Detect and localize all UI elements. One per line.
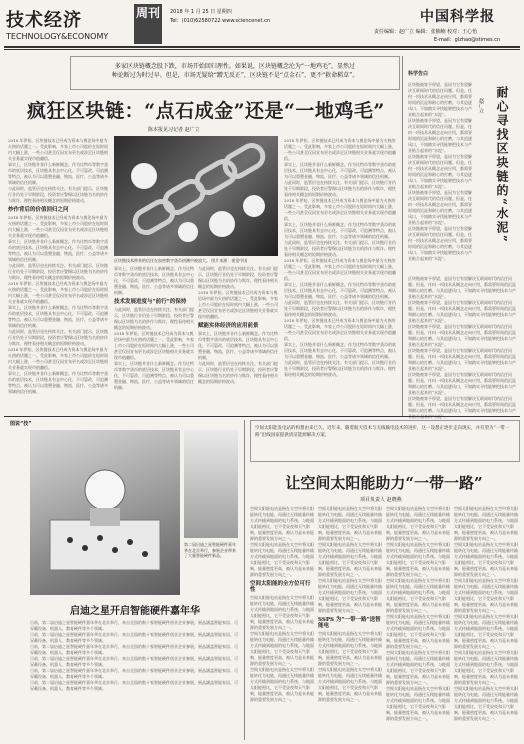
lead-byline: 陈本报见习记者 赵广立 [148,127,200,133]
lead-text-b: 事实上，区块链并非什么新鲜概念。作为比特币等数字货币的底层技术，区块链具有去中心化、不可篡改、可追溯等特点，被认为可以重塑金融、物流、医疗、公益等诸多领域的信任机制。 [8,162,108,185]
space-subhead-1: 空间太阳能的全方位可行性 [250,581,311,593]
issue-date: 2018 年 1 月 25 日 星期四 [170,9,232,15]
column-lower-3: 区块链被寄予厚望，是因为它有望解决互联网时代的信任问题。但是，任何一项技术从概念走向应用，都需要时间的沉淀和耐心的打磨。与其追逐风口，不如踏实寻找能够把技术与产业粘合起来的“水泥”。 [408,324,516,347]
space4-text-5: 空间太阳能电站是指在太空中将太阳能转化为电能，再通过无线能量传输方式传输到地面的电力系统。与地面太阳能相比，它不受昼夜和天气影响，能量密度更高，被认为是未来能源的重要发展方向之一。 [454,650,518,685]
space2-text-4: 空间太阳能电站是指在太空中将太阳能转化为电能，再通过无线能量传输方式传输到地面的电力系统。与地面太阳能相比，它不受昼夜和天气影响，能量密度更高，被认为是未来能源的重要发展方向之一。 [318,631,382,666]
lead-text-a: 2018 年伊始，区块链技术已经成为资本与舆论场中最为火热的话题之一。受此影响，多家上市公司股价在短时间内大幅上涨，一些公司甚至仅因宣布更名或涉足区块链相关业务就实现市值翻倍。 [8,138,108,161]
sidebar-text-1: 日前，第二届启迪之星智能硬件嘉年华在北京举行，来自全国的数十家智能硬件创业企业参展，展品涵盖智能家居、可穿戴设备、机器人、教育硬件等多个领域。 [30,620,238,631]
sidebar-text-5: 日前，第二届启迪之星智能硬件嘉年华在北京举行，来自全国的数十家智能硬件创业企业参展，展品涵盖智能家居、可穿戴设备、机器人、教育硬件等多个领域。 [30,668,238,679]
editor-email: E-mail：glzhao@stimes.cn [434,37,501,43]
sidebar-text-2: 日前，第二届启迪之星智能硬件嘉年华在北京举行，来自全国的数十家智能硬件创业企业参展，展品涵盖智能家居、可穿戴设备、机器人、教育硬件等多个领域。 [30,632,238,643]
space4-text-4: 空间太阳能电站是指在太空中将太阳能转化为电能，再通过无线能量传输方式传输到地面的电力系统。与地面太阳能相比，它不受昼夜和天气影响，能量密度更高，被认为是未来能源的重要发展方向之一。 [454,614,518,649]
space3-text-1: 空间太阳能电站是指在太空中将太阳能转化为电能，再通过无线能量传输方式传输到地面的电力系统。与地面太阳能相比，它不受昼夜和天气影响，能量密度更高，被认为是未来能源的重要发展方向之一。 [386,506,450,541]
space4-text-3: 空间太阳能电站是指在太空中将太阳能转化为电能，再通过无线能量传输方式传输到地面的电力系统。与地面太阳能相比，它不受昼夜和天气影响，能量密度更高，被认为是未来能源的重要发展方向之一。 [454,578,518,613]
sidebar-photo-caption: 第二届启迪之星智能硬件嘉年华在北京举行，参展企业带来了大量智能硬件新品。 [184,542,236,558]
space1-text-5: 空间太阳能电站是指在太空中将太阳能转化为电能，再通过无线能量传输方式传输到地面的电力系统。与地面太阳能相比，它不受昼夜和天气影响，能量密度更高，被认为是未来能源的重要发展方向之一。 [250,667,314,702]
lead-text-b-more: 事实上，区块链并非什么新鲜概念。作为比特币等数字货币的底层技术，区块链具有去中心化、不可篡改、可追溯等特点，被认为可以重塑金融、物流、医疗、公益等诸多领域的信任机制。 [8,305,108,328]
space4-text-2: 空间太阳能电站是指在太空中将太阳能转化为电能，再通过无线能量传输方式传输到地面的电力系统。与地面太阳能相比，它不受昼夜和天气影响，能量密度更高，被认为是未来能源的重要发展方向之一。 [454,542,518,577]
lead2-text-a: 2018 年伊始，区块链技术已经成为资本与舆论场中最为火热的话题之一。受此影响，多家上市公司股价在短时间内大幅上涨，一些公司甚至仅因宣布更名或涉足区块链相关业务就实现市值翻倍。 [114,331,194,360]
sidebar-text-4: 日前，第二届启迪之星智能硬件嘉年华在北京举行，来自全国的数十家智能硬件创业企业参展，展品涵盖智能家居、可穿戴设备、机器人、教育硬件等多个领域。 [30,656,238,667]
lead-text-b-cont: 事实上，区块链并非什么新鲜概念。作为比特币等数字货币的底层技术，区块链具有去中心化、不可篡改、可追溯等特点，被认为可以重塑金融、物流、医疗、公益等诸多领域的信任机制。 [8,239,108,262]
column-lower-6: 区块链被寄予厚望，是因为它有望解决互联网时代的信任问题。但是，任何一项技术从概念走向应用，都需要时间的沉淀和耐心的打磨。与其追逐风口，不如踏实寻找能够把技术与产 [408,396,516,413]
summary-box [70,56,400,90]
lead-subhead-2: 技术发展进度与“前行”的保持 [114,299,187,305]
lead4-text-a2: 2018 年伊始，区块链技术已经成为资本与舆论场中最为火热的话题之一。受此影响，多家上市公司股价在短时间内大幅上涨，一些公司甚至仅因宣布更名或涉足区块链相关业务就实现市值翻倍。 [284,198,396,221]
newspaper-logo: 中国科学报 [420,9,495,25]
space1-text-1: 空间太阳能电站是指在太空中将太阳能转化为电能，再通过无线能量传输方式传输到地面的电力系统。与地面太阳能相比，它不受昼夜和天气影响，能量密度更高，被认为是未来能源的重要发展方向之一。 [250,506,314,541]
space1-text-4: 空间太阳能电站是指在太空中将太阳能转化为电能，再通过无线能量传输方式传输到地面的电力系统。与地面太阳能相比，它不受昼夜和天气影响，能量密度更高，被认为是未来能源的重要发展方向之一。 [250,631,314,666]
lead-column-4 [284,138,396,412]
sidebar-text-6: 日前，第二届启迪之星智能硬件嘉年华在北京举行，来自全国的数十家智能硬件创业企业参展，展品涵盖智能家居、可穿戴设备、机器人、教育硬件等多个领域。 [30,680,238,691]
lead-column-1 [8,138,108,412]
lead-column-2 [114,266,194,412]
editors-line: 责任编辑：赵广立 编辑：张楠楠 校对：王心怡 [374,29,478,35]
lead-photo-caption: 区块链技术带来的信任在加密数字货币热潮中被放大。 图片来源：视觉中国 [114,258,248,263]
sidebar-text-3: 日前，第二届启迪之星智能硬件嘉年华在北京举行，来自全国的数十家智能硬件创业企业参展，展品涵盖智能家居、可穿戴设备、机器人、教育硬件等多个领域。 [30,644,238,655]
sidebar-body [30,620,240,738]
hardware-fair-photo [30,430,180,595]
lead-column-3 [198,266,278,412]
column-text-1: 区块链被寄予厚望，是因为它有望解决互联网时代的信任问题。但是，任何一项技术从概念走向应用，都需要时间的沉淀和耐心的打磨。与其追逐风口，不如踏实寻找能够把技术与产业粘合起来的“水泥”。 [408,82,472,117]
section-divider [4,416,520,417]
header-rule [4,46,520,48]
space3-text-4: 空间太阳能电站是指在太空中将太阳能转化为电能，再通过无线能量传输方式传输到地面的电力系统。与地面太阳能相比，它不受昼夜和天气影响，能量密度更高，被认为是未来能源的重要发展方向之一。 [386,614,450,649]
space-intro-box [250,420,520,462]
space2-text-1: 空间太阳能电站是指在太空中将太阳能转化为电能，再通过无线能量传输方式传输到地面的电力系统。与地面太阳能相比，它不受昼夜和天气影响，能量密度更高，被认为是未来能源的重要发展方向之一。 [318,506,382,541]
lead4-text-a3: 2018 年伊始，区块链技术已经成为资本与舆论场中最为火热的话题之一。受此影响，多家上市公司股价在短时间内大幅上涨，一些公司甚至仅因宣布更名或涉足区块链相关业务就实现市值翻倍。 [284,258,396,281]
column-lower-1: 区块链被寄予厚望，是因为它有望解决互联网时代的信任问题。但是，任何一项技术从概念走向应用，都需要时间的沉淀和耐心的打磨。与其追逐风口，不如踏实寻找能够把技术与产业粘合起来的“水泥”。 [408,276,516,299]
space1-text-3: 空间太阳能电站是指在太空中将太阳能转化为电能，再通过无线能量传输方式传输到地面的电力系统。与地面太阳能相比，它不受昼夜和天气影响，能量密度更高，被认为是未来能源的重要发展方向之一。 [250,595,314,630]
column-body [408,82,474,272]
lead-text-c: 与此同时，监管层也在持续关注。有关部门提示，区块链行业仍处于早期阶段，投资者应警惕以区块链为名的炒作与欺诈，理性看待相关概念的短期价格波动。 [8,186,108,203]
section-badge: 周刊 [134,4,162,44]
lead-subhead-3: 赋能实体经济的应用前景 [198,323,259,329]
blockchain-chain-photo [114,136,278,256]
section-title: 技术经济 [6,10,82,31]
space2-text-5: 空间太阳能电站是指在太空中将太阳能转化为电能，再通过无线能量传输方式传输到地面的电力系统。与地面太阳能相比，它不受昼夜和天气影响，能量密度更高，被认为是未来能源的重要发展方向之一。 [318,667,382,702]
lead-headline: 疯狂区块链：“点石成金”还是“一地鸡毛” [27,100,385,122]
lead4-text-b3: 事实上，区块链并非什么新鲜概念。作为比特币等数字货币的底层技术，区块链具有去中心化、不可篡改、可追溯等特点，被认为可以重塑金融、物流、医疗、公益等诸多领域的信任机制。 [284,282,396,299]
space-column-4 [454,506,518,738]
space-byline: 项目负责人 赵晓燕 [360,497,402,503]
contact-line: Tel：(010)62580722 www.sciencenet.cn [170,18,271,24]
lead3-text-c: 与此同时，监管层也在持续关注。有关部门提示，区块链行业仍处于早期阶段，投资者应警惕以区块链为名的炒作与欺诈，理性看待相关概念的短期价格波动。 [198,266,278,289]
sidebar-tag: 图说“技” [10,421,32,427]
space3-text-5: 空间太阳能电站是指在太空中将太阳能转化为电能，再通过无线能量传输方式传输到地面的电力系统。与地面太阳能相比，它不受昼夜和天气影响，能量密度更高，被认为是未来能源的重要发展方向之一。 [386,650,450,685]
column-text-4: 区块链被寄予厚望，是因为它有望解决互联网时代的信任问题。但是，任何一项技术从概念走向应用，都需要时间的沉淀和耐心的打磨。与其追逐风口，不如踏实寻找能够把技术与产业粘合起来的“水泥”。 [408,190,472,225]
sidebar-divider [244,420,245,740]
column-lower-2: 区块链被寄予厚望，是因为它有望解决互联网时代的信任问题。但是，任何一项技术从概念走向应用，都需要时间的沉淀和耐心的打磨。与其追逐风口，不如踏实寻找能够把技术与产业粘合起来的“水泥”。 [408,300,516,323]
lead-text-c-cont: 与此同时，监管层也在持续关注。有关部门提示，区块链行业仍处于早期阶段，投资者应警惕以区块链为名的炒作与欺诈，理性看待相关概念的短期价格波动。 [8,263,108,280]
column-text-3: 区块链被寄予厚望，是因为它有望解决互联网时代的信任问题。但是，任何一项技术从概念走向应用，都需要时间的沉淀和耐心的打磨。与其追逐风口，不如踏实寻找能够把技术与产业粘合起来的“水泥”。 [408,154,472,189]
space4-text-6: 空间太阳能电站是指在太空中将太阳能转化为电能，再通过无线能量传输方式传输到地面的电力系统。与地面太阳能相比，它不受昼夜和天气影响，能量密度更高，被认为是未来能源的重要发展方向之一。 [454,686,518,721]
lead4-text-c4: 与此同时，监管层也在持续关注。有关部门提示，区块链行业仍处于早期阶段，投资者应警惕以区块链为名的炒作与欺诈，理性看待相关概念的短期价格波动。 [284,360,396,377]
lead3-text-b: 事实上，区块链并非什么新鲜概念。作为比特币等数字货币的底层技术，区块链具有去中心化、不可篡改、可追溯等特点，被认为可以重塑金融、物流、医疗、公益等诸多领域的信任机制。 [198,331,278,360]
lead2-text-b2: 事实上，区块链并非什么新鲜概念。作为比特币等数字货币的底层技术，区块链具有去中心化、不可篡改、可追溯等特点，被认为可以重塑金融、物流、医疗、公益等诸多领域的信任机制。 [114,361,194,390]
hardware-exhibit-photo [184,430,238,538]
space3-text-6: 空间太阳能电站是指在太空中将太阳能转化为电能，再通过无线能量传输方式传输到地面的电力系统。与地面太阳能相比，它不受昼夜和天气影响，能量密度更高，被认为是未来能源的重要发展方向之一。 [386,686,450,721]
lead4-text-c3: 与此同时，监管层也在持续关注。有关部门提示，区块链行业仍处于早期阶段，投资者应警惕以区块链为名的炒作与欺诈，理性看待相关概念的短期价格波动。 [284,300,396,317]
lead4-text-b4: 事实上，区块链并非什么新鲜概念。作为比特币等数字货币的底层技术，区块链具有去中心化、不可篡改、可追溯等特点，被认为可以重塑金融、物流、医疗、公益等诸多领域的信任机制。 [284,342,396,359]
space-column-2 [318,506,382,738]
lead-text-a-more: 2018 年伊始，区块链技术已经成为资本与舆论场中最为火热的话题之一。受此影响，多家上市公司股价在短时间内大幅上涨，一些公司甚至仅因宣布更名或涉足区块链相关业务就实现市值翻倍。 [8,281,108,304]
lead4-text-c2: 与此同时，监管层也在持续关注。有关部门提示，区块链行业仍处于早期阶段，投资者应警惕以区块链为名的炒作与欺诈，理性看待相关概念的短期价格波动。 [284,240,396,257]
lead2-text-b: 事实上，区块链并非什么新鲜概念。作为比特币等数字货币的底层技术，区块链具有去中心化、不可篡改、可追溯等特点，被认为可以重塑金融、物流、医疗、公益等诸多领域的信任机制。 [114,266,194,295]
chain-illustration [114,136,278,256]
space-column-3 [386,506,450,738]
lead-text-a-end: 2018 年伊始，区块链技术已经成为资本与舆论场中最为火热的话题之一。受此影响，多家上市公司股价在短时间内大幅上涨，一些公司甚至仅因宣布更名或涉足区块链相关业务就实现市值翻倍。 [8,347,108,370]
column-lower-4: 区块链被寄予厚望，是因为它有望解决互联网时代的信任问题。但是，任何一项技术从概念走向应用，都需要时间的沉淀和耐心的打磨。与其追逐风口，不如踏实寻找能够把技术与产业粘合起来的“水泥”。 [408,348,516,371]
lead-text-b-end: 事实上，区块链并非什么新鲜概念。作为比特币等数字货币的底层技术，区块链具有去中心化、不可篡改、可追溯等特点，被认为可以重塑金融、物流、医疗、公益等诸多领域的信任机制。 [8,371,108,394]
space2-text-2: 空间太阳能电站是指在太空中将太阳能转化为电能，再通过无线能量传输方式传输到地面的电力系统。与地面太阳能相比，它不受昼夜和天气影响，能量密度更高，被认为是未来能源的重要发展方向之一。 [318,542,382,577]
space-intro: 空间太阳能发电站的构想由来已久。近年来，随着航天技术与无线输电技术的进步，这一设想正逐步走向现实，并有望为“一带一路”沿线国家提供清洁能源解决方案。 [255,426,510,438]
lead-subhead-1: 炒作背后的价值回归之问 [8,207,69,213]
space3-text-3: 空间太阳能电站是指在太空中将太阳能转化为电能，再通过无线能量传输方式传输到地面的电力系统。与地面太阳能相比，它不受昼夜和天气影响，能量密度更高，被认为是未来能源的重要发展方向之一。 [386,578,450,613]
space-subhead-2: SSPS 为“一带一路”送智能电 [318,617,381,629]
lead4-text-c: 与此同时，监管层也在持续关注。有关部门提示，区块链行业仍处于早期阶段，投资者应警惕以区块链为名的炒作与欺诈，理性看待相关概念的短期价格波动。 [284,180,396,197]
column-text-2: 区块链被寄予厚望，是因为它有望解决互联网时代的信任问题。但是，任何一项技术从概念走向应用，都需要时间的沉淀和耐心的打磨。与其追逐风口，不如踏实寻找能够把技术与产业粘合起来的“水泥”。 [408,118,472,153]
space4-text-1: 空间太阳能电站是指在太空中将太阳能转化为电能，再通过无线能量传输方式传输到地面的电力系统。与地面太阳能相比，它不受昼夜和天气影响，能量密度更高，被认为是未来能源的重要发展方向之一。 [454,506,518,541]
space-column-1 [250,506,314,738]
column-author: 赵广立 [478,98,484,113]
column-divider [402,56,403,416]
space-headline: 让空间太阳能助力“一带一路” [285,474,483,492]
column-lower-5: 区块链被寄予厚望，是因为它有望解决互联网时代的信任问题。但是，任何一项技术从概念走向应用，都需要时间的沉淀和耐心的打磨。与其追逐风口，不如踏实寻找能够把技术与产业粘合起来的“水泥”。 [408,372,516,395]
lead-text-a-cont: 2018 年伊始，区块链技术已经成为资本与舆论场中最为火热的话题之一。受此影响，多家上市公司股价在短时间内大幅上涨，一些公司甚至仅因宣布更名或涉足区块链相关业务就实现市值翻倍。 [8,215,108,238]
summary-line-2: 种论断过为时过早。但是，市场无疑给“蹭无反正”，区块链不是“点金石”，更不“救命稻草”。 [111,72,359,79]
sidebar-headline: 启迪之星开启智能硬件嘉年华 [70,606,200,617]
lead-text-c-more: 与此同时，监管层也在持续关注。有关部门提示，区块链行业仍处于早期阶段，投资者应警惕以区块链为名的炒作与欺诈，理性看待相关概念的短期价格波动。 [8,329,108,346]
column-tag: 科学告白 [408,71,429,77]
lead4-text-b2: 事实上，区块链并非什么新鲜概念。作为比特币等数字货币的底层技术，区块链具有去中心化、不可篡改、可追溯等特点，被认为可以重塑金融、物流、医疗、公益等诸多领域的信任机制。 [284,222,396,239]
space2-text-3: 空间太阳能电站是指在太空中将太阳能转化为电能，再通过无线能量传输方式传输到地面的电力系统。与地面太阳能相比，它不受昼夜和天气影响，能量密度更高，被认为是未来能源的重要发展方向之一。 [318,578,382,613]
lead3-text-a: 2018 年伊始，区块链技术已经成为资本与舆论场中最为火热的话题之一。受此影响，多家上市公司股价在短时间内大幅上涨，一些公司甚至仅因宣布更名或涉足区块链相关业务就实现市值翻倍。 [198,290,278,319]
space3-text-2: 空间太阳能电站是指在太空中将太阳能转化为电能，再通过无线能量传输方式传输到地面的电力系统。与地面太阳能相比，它不受昼夜和天气影响，能量密度更高，被认为是未来能源的重要发展方向之一。 [386,542,450,577]
lead3-text-c2: 与此同时，监管层也在持续关注。有关部门提示，区块链行业仍处于早期阶段，投资者应警惕以区块链为名的炒作与欺诈，理性看待相关概念的短期价格波动。 [198,361,278,384]
section-english-title: TECHNOLOGY&ECONOMY [6,32,109,41]
column-title: 耐心寻找区块链的“水泥” [495,86,509,244]
column-text-5: 区块链被寄予厚望，是因为它有望解决互联网时代的信任问题。但是，任何一项技术从概念走向应用，都需要时间的沉淀和耐心的打磨。与其追逐风口，不如踏实寻找能够把技术与产业粘合起来的“水泥”。 [408,226,472,261]
robot-display-illustration [30,430,180,595]
lead4-text-a: 2018 年伊始，区块链技术已经成为资本与舆论场中最为火热的话题之一。受此影响，多家上市公司股价在短时间内大幅上涨，一些公司甚至仅因宣布更名或涉足区块链相关业务就实现市值翻倍。 [284,138,396,161]
summary-line-1: 多家区块链概念股下跌，市场开始回归理性。如果说，区块链概念沦为“一地鸡毛”，显然过 [114,63,356,70]
header-rule-thin [4,49,520,50]
lead4-text-a4: 2018 年伊始，区块链技术已经成为资本与舆论场中最为火热的话题之一。受此影响，多家上市公司股价在短时间内大幅上涨，一些公司甚至仅因宣布更名或涉足区块链相关业务就实现市值翻倍。 [284,318,396,341]
lead2-text-c: 与此同时，监管层也在持续关注。有关部门提示，区块链行业仍处于早期阶段，投资者应警惕以区块链为名的炒作与欺诈，理性看待相关概念的短期价格波动。 [114,307,194,330]
column-body-lower [408,276,518,412]
space1-text-2: 空间太阳能电站是指在太空中将太阳能转化为电能，再通过无线能量传输方式传输到地面的电力系统。与地面太阳能相比，它不受昼夜和天气影响，能量密度更高，被认为是未来能源的重要发展方向之一。 [250,542,314,577]
lead4-text-b: 事实上，区块链并非什么新鲜概念。作为比特币等数字货币的底层技术，区块链具有去中心化、不可篡改、可追溯等特点，被认为可以重塑金融、物流、医疗、公益等诸多领域的信任机制。 [284,162,396,179]
